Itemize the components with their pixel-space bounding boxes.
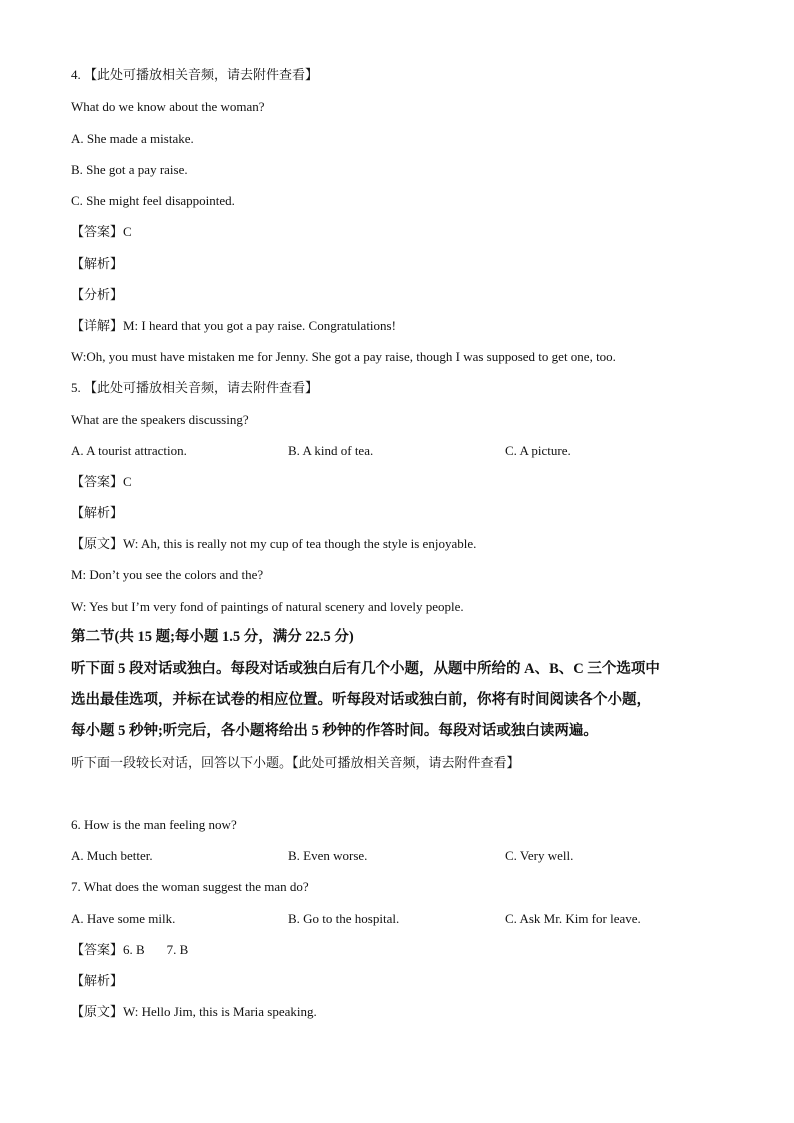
q7-option-a: A. Have some milk.: [71, 911, 176, 926]
q5-option-c: C. A picture.: [505, 443, 571, 458]
q6-option-a: A. Much better.: [71, 848, 153, 863]
q5-analysis-label: 【解析】: [71, 505, 124, 520]
q4-option-b: B. She got a pay raise.: [71, 162, 188, 177]
q5-original: 【原文】W: Ah, this is really not my cup of tea though the style is enjoyable.: [71, 536, 477, 551]
q67-original: 【原文】W: Hello Jim, this is Maria speaking.: [71, 1004, 317, 1019]
q4-analysis-label: 【解析】: [71, 256, 124, 271]
q7-question: 7. What does the woman suggest the man do?: [71, 879, 309, 894]
q5-m-line: M: Don’t you see the colors and the?: [71, 567, 264, 582]
q5-answer: 【答案】C: [71, 474, 132, 489]
q7-option-c: C. Ask Mr. Kim for leave.: [505, 911, 641, 926]
q4-option-a: A. She made a mistake.: [71, 131, 194, 146]
q6-answer: 【答案】6. B: [71, 942, 145, 957]
q4-header: 4. 【此处可播放相关音频，请去附件查看】: [71, 67, 319, 82]
q6-option-c: C. Very well.: [505, 848, 574, 863]
q7-option-b: B. Go to the hospital.: [288, 911, 400, 926]
section2-instruction-1: 听下面 5 段对话或独白。每段对话或独白后有几个小题，从题中所给的 A、B、C 三个选项中: [71, 661, 660, 677]
q5-w-line: W: Yes but I’m very fond of paintings of natural scenery and lovely people.: [71, 599, 464, 614]
q6-question: 6. How is the man feeling now?: [71, 817, 237, 832]
q4-option-c: C. She might feel disappointed.: [71, 193, 235, 208]
q5-question: What are the speakers discussing?: [71, 412, 249, 427]
q67-analysis-label: 【解析】: [71, 973, 124, 988]
q4-fenxi-label: 【分析】: [71, 287, 124, 302]
q6-option-b: B. Even worse.: [288, 848, 368, 863]
q7-answer: 7. B: [166, 942, 189, 957]
q5-option-b: B. A kind of tea.: [288, 443, 374, 458]
section2-title: 第二节(共 15 题;每小题 1.5 分，满分 22.5 分): [71, 629, 354, 645]
q5-header: 5. 【此处可播放相关音频，请去附件查看】: [71, 380, 319, 395]
q67-answer: [71, 942, 188, 958]
q4-detail: 【详解】M: I heard that you got a pay raise. Congratulations!: [71, 318, 396, 333]
section2-instruction-2: 选出最佳选项，并标在试卷的相应位置。听每段对话或独白前，你将有时间阅读各个小题，: [71, 692, 651, 708]
section2-instruction-3: 每小题 5 秒钟;听完后，各小题将给出 5 秒钟的作答时间。每段对话或独白读两遍。: [71, 723, 598, 739]
q5-option-a: A. A tourist attraction.: [71, 443, 187, 458]
q4-answer: 【答案】C: [71, 224, 132, 239]
section2-listen-note: 听下面一段较长对话，回答以下小题。【此处可播放相关音频，请去附件查看】: [71, 755, 520, 770]
q4-question: What do we know about the woman?: [71, 99, 265, 114]
q4-w-line: W:Oh, you must have mistaken me for Jenny. She got a pay raise, though I was supposed to get one, too.: [71, 349, 616, 364]
